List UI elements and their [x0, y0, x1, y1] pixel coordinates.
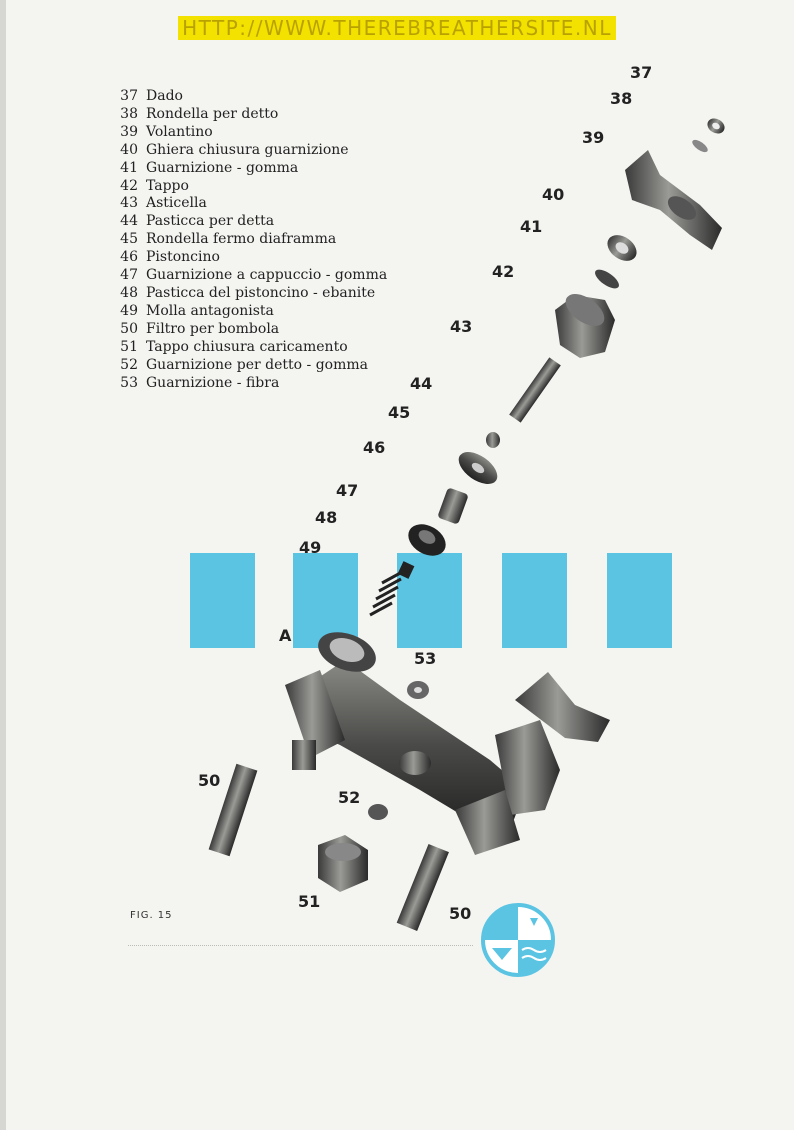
legend-item: 39 Volantino	[120, 123, 213, 140]
figure-caption: FIG. 15	[130, 910, 173, 921]
part-45-washer	[453, 446, 503, 491]
part-50-filter-right	[397, 844, 449, 931]
callout-51: 51	[298, 892, 321, 911]
legend-item: 44 Pasticca per detta	[120, 213, 275, 230]
legend-item: 49 Molla antagonista	[120, 302, 274, 319]
part-49-spring	[370, 571, 404, 615]
legend-item: 40 Ghiera chiusura guarnizione	[120, 141, 349, 158]
callout-39: 39	[582, 128, 605, 147]
callout-48: 48	[315, 508, 338, 527]
legend-item: 37 Dado	[120, 88, 183, 104]
callout-A: A	[279, 626, 292, 645]
callout-43: 43	[450, 317, 473, 336]
legend-item: 38 Rondella per detto	[120, 105, 279, 122]
part-39-handwheel	[625, 150, 722, 250]
callout-52: 52	[338, 788, 361, 807]
legend-item: 41 Guarnizione - gomma	[120, 159, 299, 176]
legend-item: 46 Pistoncino	[120, 249, 220, 266]
callout-44: 44	[410, 374, 433, 393]
part-44-pad	[486, 432, 500, 448]
callout-50-right: 50	[449, 904, 472, 923]
part-40-ring-nut	[603, 230, 642, 266]
part-47-cap-gasket	[403, 518, 452, 562]
legend-item: 50 Filtro per bombola	[120, 320, 280, 337]
manufacturer-logo	[483, 905, 553, 975]
part-41-gasket	[592, 266, 622, 292]
callout-53: 53	[414, 649, 437, 668]
part-52-gasket	[368, 804, 388, 820]
legend-item: 45 Rondella fermo diaframma	[120, 231, 337, 248]
legend-item: 51 Tappo chiusura caricamento	[120, 338, 348, 355]
part-37-nut	[705, 115, 728, 136]
part-53-gasket	[407, 681, 429, 699]
callout-47: 47	[336, 481, 359, 500]
callout-42: 42	[492, 262, 515, 281]
bottom-rule	[128, 945, 473, 946]
legend-item: 48 Pasticca del pistoncino - ebanite	[120, 284, 376, 301]
callout-50-left: 50	[198, 771, 221, 790]
legend-item: 47 Guarnizione a cappuccio - gomma	[120, 267, 388, 284]
callout-41: 41	[520, 217, 543, 236]
callout-49: 49	[299, 538, 322, 557]
part-48-piston-pad	[398, 561, 415, 579]
callout-45: 45	[388, 403, 411, 422]
callout-37: 37	[630, 63, 653, 82]
legend-item: 52 Guarnizione per detto - gomma	[120, 356, 369, 373]
legend-item: 53 Guarnizione - fibra	[120, 374, 280, 391]
part-46-piston	[437, 487, 469, 525]
callout-38: 38	[610, 89, 633, 108]
part-42-cap	[555, 288, 615, 358]
valve-body	[285, 625, 610, 855]
site-url: HTTP://WWW.THEREBREATHERSITE.NL	[178, 16, 616, 40]
legend-item: 43 Asticella	[120, 195, 207, 212]
part-38-washer	[690, 138, 709, 155]
callout-46: 46	[363, 438, 386, 457]
part-43-stem	[509, 357, 561, 422]
callout-40: 40	[542, 185, 565, 204]
legend-item: 42 Tappo	[120, 177, 189, 194]
part-51-plug	[318, 835, 368, 892]
